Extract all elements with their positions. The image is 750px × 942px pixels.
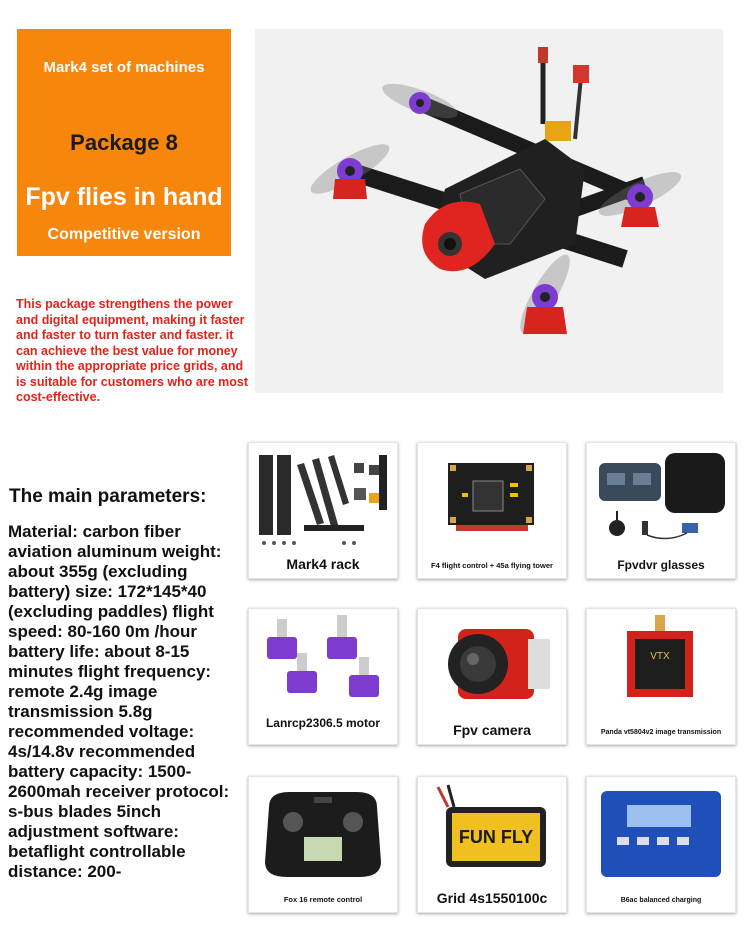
product-card-motor [248,608,398,745]
product-card-goggles [586,442,736,579]
banner-version: Competitive version [47,226,201,243]
package-description: This package strengthens the power and digital equipment, making it faster and faster to turn faster and faster. it can achieve the best value for money within the appropriate price grids, and is suitable for customers who are most cost-effective. [16,297,249,404]
product-card-flight-controller [417,442,567,579]
package-banner [17,29,231,256]
product-label-camera: Fpv camera [453,722,531,738]
remote-control-icon [249,777,397,887]
svg-text:FUN FLY: FUN FLY [458,827,534,847]
product-card-remote [248,776,398,913]
battery-icon [418,777,566,887]
banner-headline: Fpv flies in hand [25,183,223,211]
product-card-charger [586,776,736,913]
banner-machine-set: Mark4 set of machines [43,59,205,76]
product-label-goggles: Fpvdvr glasses [617,558,705,572]
video-transmitter-icon [587,609,735,719]
drone-hero-image [255,29,723,393]
charger-icon [587,777,735,887]
motor-icon [249,609,397,719]
product-label-charger: B6ac balanced charging [620,897,702,904]
product-label-vtx: Panda vt5804v2 image transmission [600,729,722,736]
product-card-camera [417,608,567,745]
camera-icon [418,609,566,719]
svg-text:VTX: VTX [650,651,670,662]
product-card-frame [248,442,398,579]
drone-icon [255,29,723,393]
frame-kit-icon [249,443,397,553]
params-text: Material: carbon fiber aviation aluminum weight: about 355g (excluding battery) size: 172*145*40 (excluding paddles) flight speed: 80-160 0m /hour battery life: about 8-15 minutes flight frequency: remote 2.4g image transmission 5.8g recommended voltage: 4s/14.8v recommended battery capacity: 1500-2600mah receiver protocol: s-bus blades 5inch adjustment software: betaflight controllable distance: 200- [8,522,230,881]
flight-controller-icon [418,443,566,553]
product-card-vtx [586,608,736,745]
params-title: The main parameters: [9,486,207,507]
product-label-motor: Lanrcp2306.5 motor [265,716,381,730]
banner-package: Package 8 [70,130,178,155]
fpv-goggles-icon [587,443,735,553]
product-label-flight-controller: F4 flight control + 45a flying tower [431,561,553,570]
product-label-frame: Mark4 rack [286,556,360,572]
product-card-battery [417,776,567,913]
product-label-battery: Grid 4s1550100c [436,890,548,906]
product-label-remote: Fox 16 remote control [283,895,363,904]
